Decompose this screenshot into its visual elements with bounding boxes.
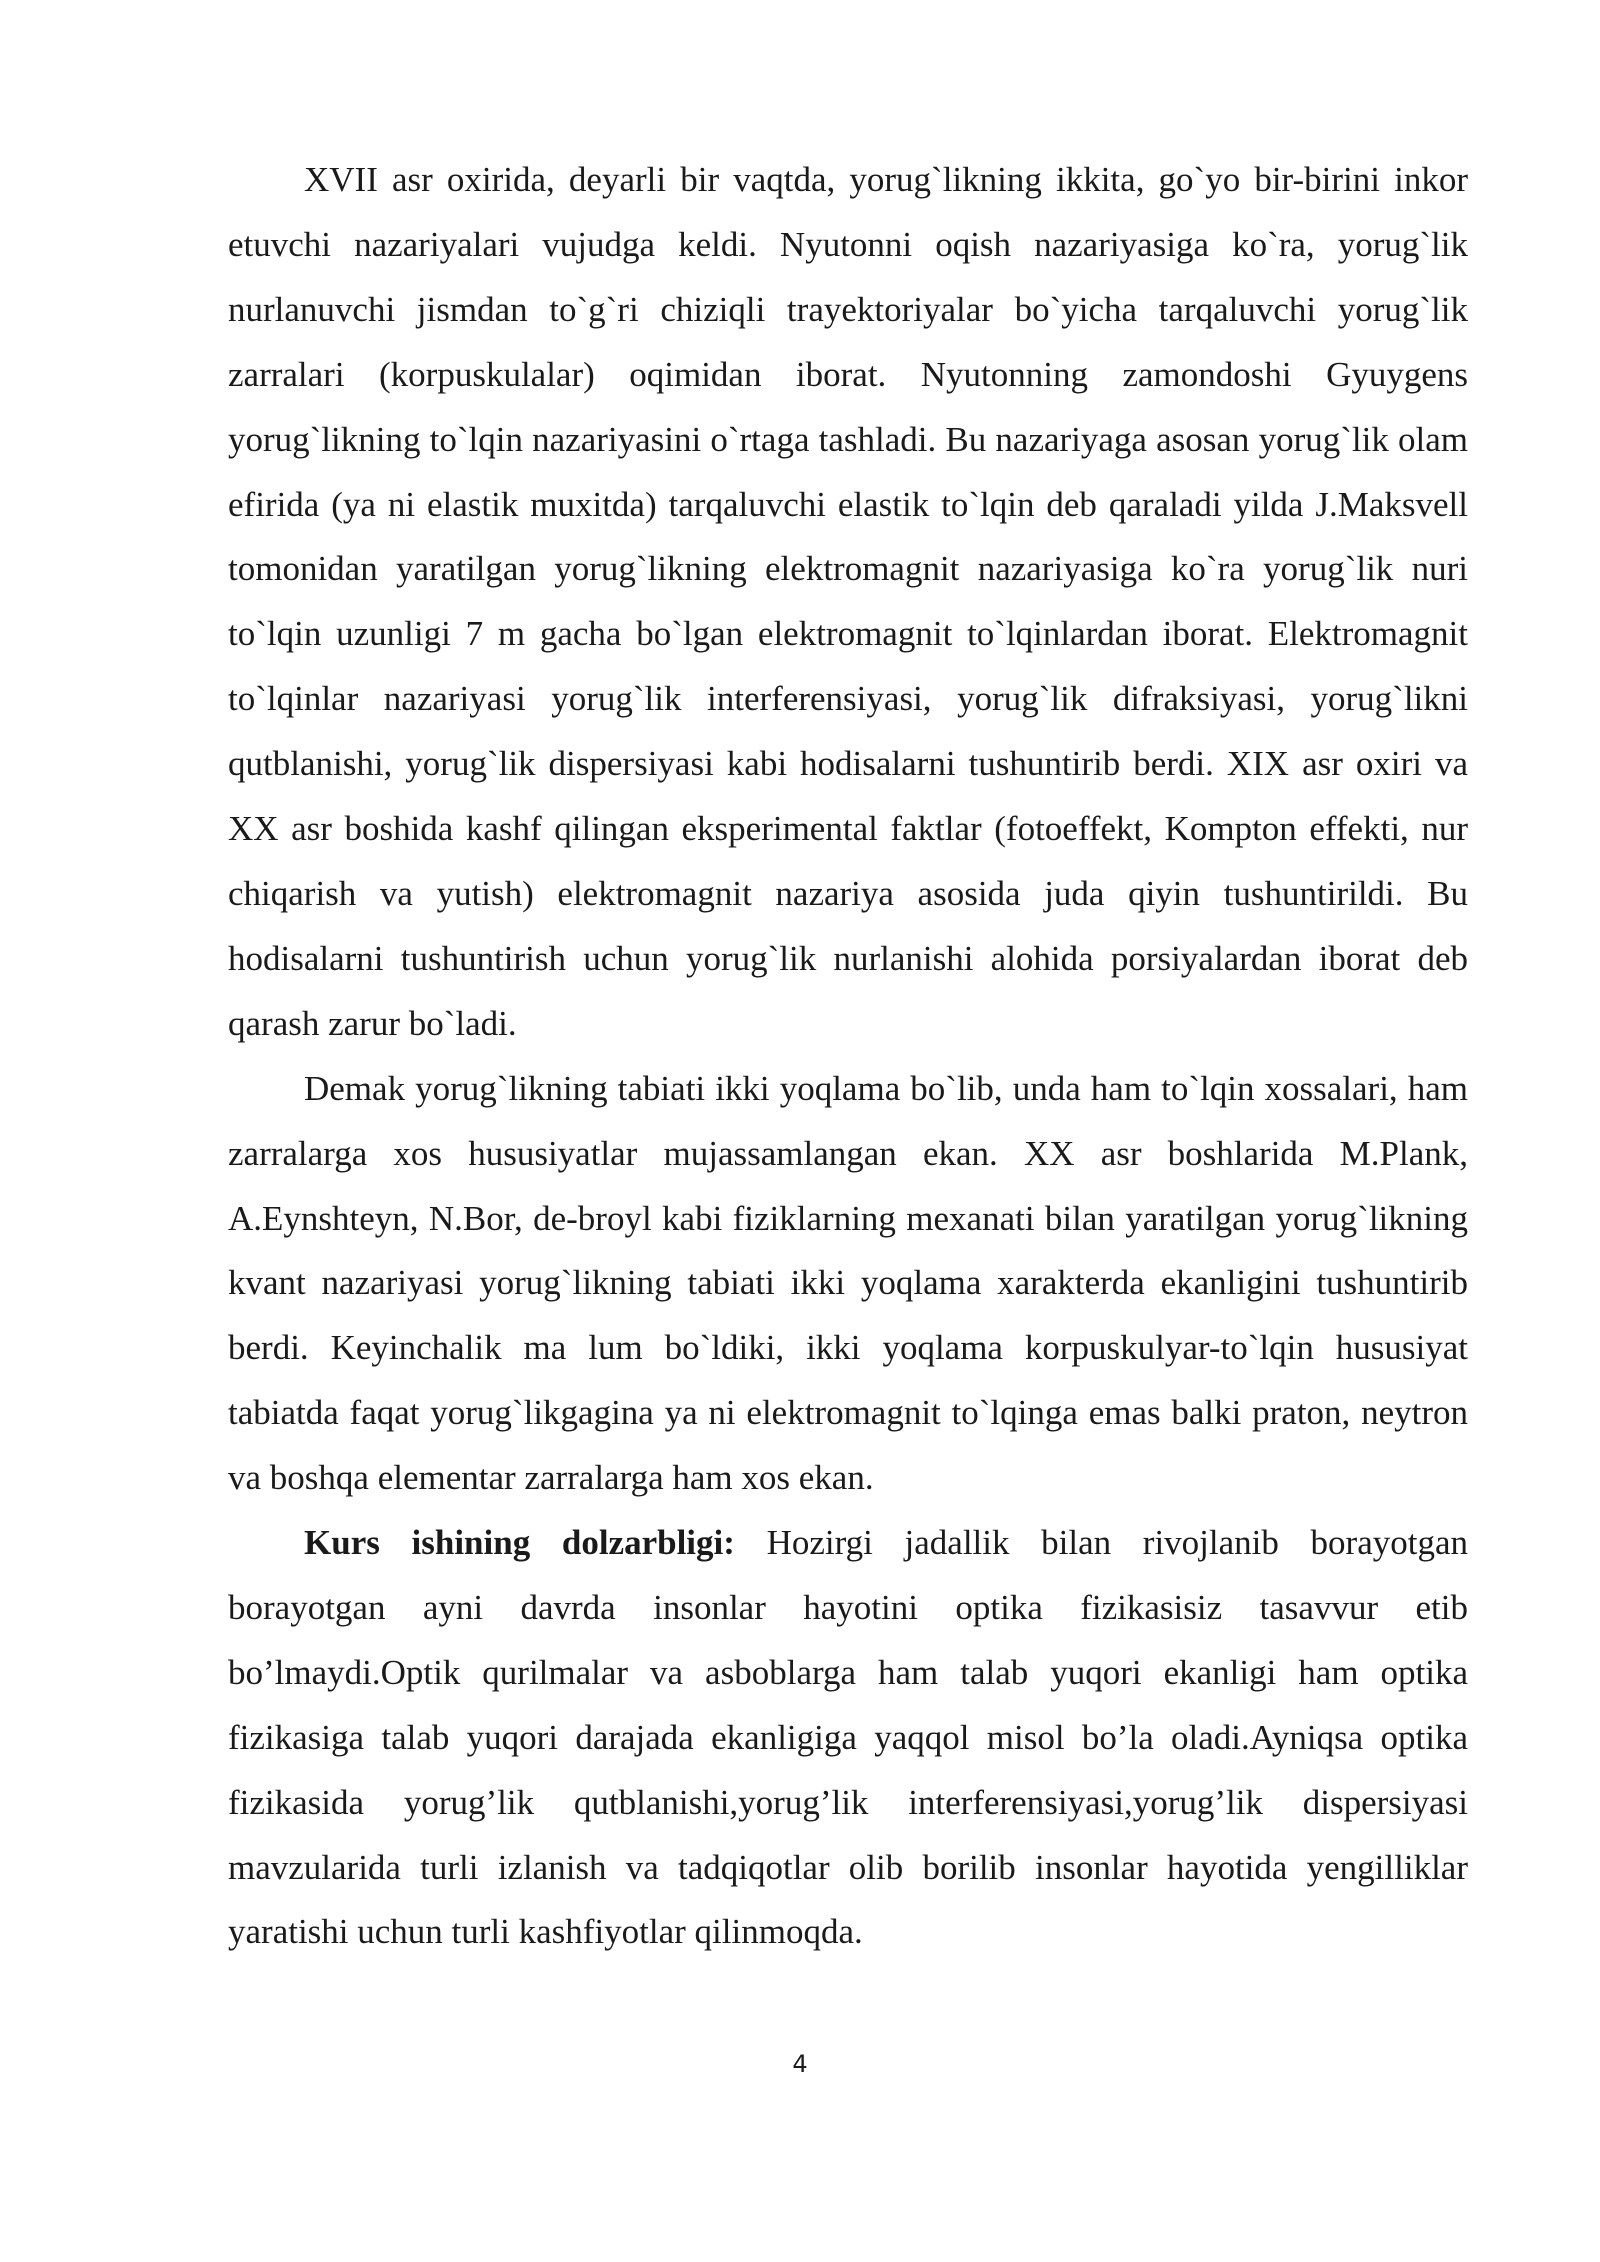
relevance-heading: Kurs ishining dolzarbligi: [304, 1523, 735, 1563]
paragraph-text: XVII asr oxirida, deyarli bir vaqtda, yorug`likning ikkita, go`yo bir-birini inkor etuvchi nazariyalari vujudga keldi. Nyutonni oqish nazariyasiga ko`ra, yorug`lik nurlanuvchi jismdan to`g`ri chiziqli trayektoriyalar bo`yicha tarqaluvchi yorug`lik zarralari (korpuskulalar) oqimidan iborat. Nyutonning zamondoshi Gyuygens yorug`likning to`lqin nazariyasini o`rtaga tashladi. Bu nazariyaga asosan yorug`lik olam efirida (ya ni elastik muxitda) tarqaluvchi elastik to`lqin deb qaraladi yilda J.Maksvell tomonidan yaratilgan yorug`likning elektromagnit nazariyasiga ko`ra yorug`lik nuri to`lqin uzunligi 7 m gacha bo`lgan elektromagnit to`lqinlardan iborat. Elektromagnit to`lqinlar nazariyasi yorug`lik interferensiyasi, yorug`lik difraksiyasi, yorug`likni qutblanishi, yorug`lik dispersiyasi kabi hodisalarni tushuntirib berdi. XIX asr oxiri va XX asr boshida kashf qilingan eksperimental faktlar (fotoeffekt, Kompton effekti, nur chiqarish va yutish) elektromagnit nazariya asosida juda qiyin tushuntirildi. Bu hodisalarni tushuntirish uchun yorug`lik nurlanishi alohida porsiyalardan iborat deb qarash zarur bo`ladi. [228, 160, 1468, 1043]
paragraph-text: Hozirgi jadallik bilan rivojlanib borayotgan borayotgan ayni davrda insonlar hayotini optika fizikasisiz tasavvur etib bo’lmaydi.Optik qurilmalar va asboblarga ham talab yuqori ekanligi ham optika fizikasiga talab yuqori darajada ekanligiga yaqqol misol bo’la oladi.Ayniqsa optika fizikasida yorug’lik qutblanishi,yorug’lik interferensiyasi,yorug’lik dispersiyasi mavzularida turli izlanish va tadqiqotlar olib borilib insonlar hayotida yengilliklar yaratishi uchun turli kashfiyotlar qilinmoqda. [228, 1523, 1469, 1952]
paragraph-theories-history [228, 148, 1468, 1057]
page-number: 4 [792, 2050, 808, 2078]
paragraph-relevance [228, 1511, 1468, 1965]
body-text [228, 148, 1468, 1965]
paragraph-text: Demak yorug`likning tabiati ikki yoqlama bo`lib, unda ham to`lqin xossalari, ham zarralarga xos hususiyatlar mujassamlangan ekan. XX asr boshlarida M.Plank, A.Eynshteyn, N.Bor, de-broyl kabi fiziklarning mexanati bilan yaratilgan yorug`likning kvant nazariyasi yorug`likning tabiati ikki yoqlama xarakterda ekanligini tushuntirib berdi. Keyinchalik ma lum bo`ldiki, ikki yoqlama korpuskulyar-to`lqin hususiyat tabiatda faqat yorug`likgagina ya ni elektromagnit to`lqinga emas balki praton, neytron va boshqa elementar zarralarga ham xos ekan. [228, 1068, 1468, 1498]
paragraph-dual-nature [228, 1057, 1468, 1511]
